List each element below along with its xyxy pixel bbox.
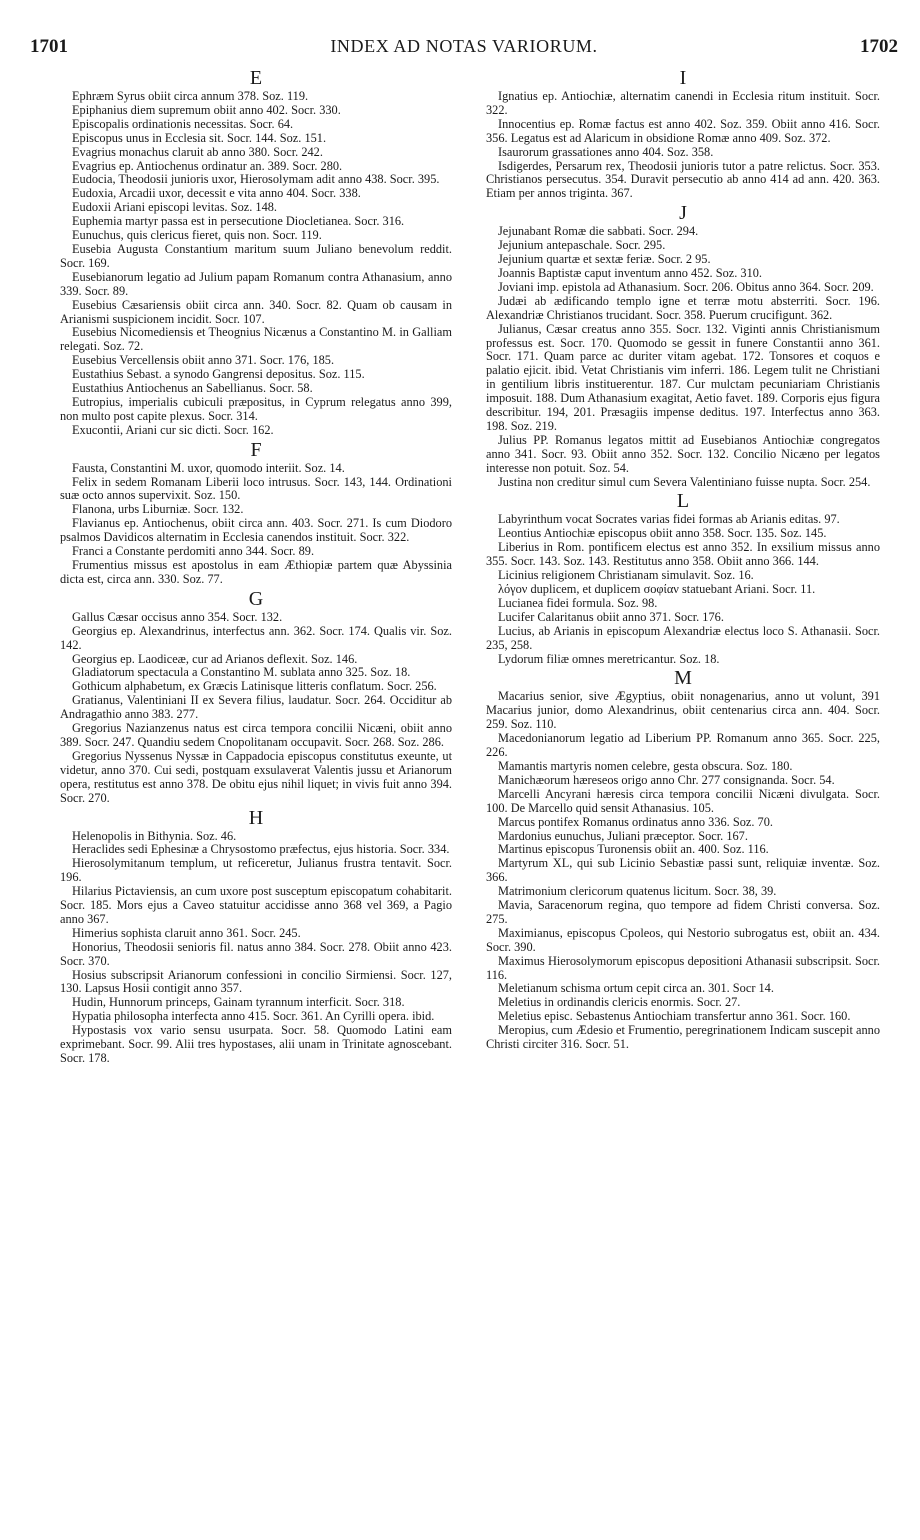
index-entry: Mamantis martyris nomen celebre, gesta obscura. Soz. 180. [498, 758, 793, 773]
index-entry: Macedonianorum legatio ad Liberium PP. Romanum anno 365. Socr. 225, 226. [486, 731, 880, 760]
index-entry: Isdigerdes, Persarum rex, Theodosii junioris tutor a patre relictus. Socr. 353. Christianos persecutus. 354. Duravit persecutio ab anno 414 ad ann. 420. 363. Etiam per annos triginta. 367. [486, 158, 880, 201]
index-entry: Maximus Hierosolymorum episcopus depositioni Athanasii subscripsit. Socr. 116. [486, 953, 880, 982]
index-section-j [486, 201, 880, 489]
index-section-e [60, 66, 452, 438]
index-entry: Episcopus unus in Ecclesia sit. Socr. 144. Soz. 151. [72, 130, 327, 145]
index-entry: Lucifer Calaritanus obiit anno 371. Socr. 176. [498, 609, 724, 624]
index-entry: Matrimonium clericorum quatenus licitum. Socr. 38, 39. [498, 884, 777, 899]
index-entry: Himerius sophista claruit anno 361. Socr. 245. [72, 925, 301, 940]
index-entry: Flavianus ep. Antiochenus, obiit circa ann. 403. Socr. 271. Is cum Diodoro psalmos Davidicos alternatim in Ecclesia canendos instituit. Socr. 322. [60, 516, 452, 545]
index-entry: Liberius in Rom. pontificem electus est anno 352. In exsilium missus anno 355. Socr. 143. Soz. 143. Restitutus anno 358. Obiit anno 366. 144. [486, 540, 880, 569]
index-entry: Gregorius Nyssenus Nyssæ in Cappadocia episcopus constitutus exeunte, ut videtur, anno 370. Cui sedi, postquam exsulaverat Valentis jussu et Arianorum opera, restitutus est anno 378. De obitu ejus nihil liquet; in vivis fuit anno 394. Socr. 270. [60, 748, 452, 805]
section-letter: I [679, 67, 687, 89]
index-entry: Joannis Baptistæ caput inventum anno 452. Soz. 310. [498, 265, 762, 280]
index-entry: Eudoxia, Arcadii uxor, decessit e vita anno 404. Socr. 338. [72, 186, 361, 201]
index-entry: Eusebius Vercellensis obiit anno 371. Socr. 176, 185. [72, 353, 335, 368]
index-entry: Labyrinthum vocat Socrates varias fidei formas ab Arianis editas. 97. [498, 512, 840, 527]
index-entry: Leontius Antiochiæ episcopus obiit anno 358. Socr. 135. Soz. 145. [498, 526, 827, 541]
index-entry: Ephræm Syrus obiit circa annum 378. Soz. 119. [72, 89, 309, 103]
index-entry: Maximianus, episcopus Cpoleos, qui Nestorio subrogatus est, obiit an. 434. Socr. 390. [486, 925, 880, 954]
index-entry: Mardonius eunuchus, Juliani præceptor. Socr. 167. [498, 828, 748, 843]
right-index-column [486, 66, 880, 1052]
index-entry: Honorius, Theodosii senioris fil. natus anno 384. Socr. 278. Obiit anno 423. Socr. 370. [60, 939, 452, 968]
index-entry: Eutropius, imperialis cubiculi præpositus, in Cyprum relegatus anno 399, non multo post capite plexus. Socr. 314. [60, 394, 452, 423]
index-entry: Hypatia philosopha interfecta anno 415. Socr. 361. An Cyrilli opera. ibid. [72, 1009, 435, 1024]
index-section-m [486, 666, 880, 1052]
section-letter: J [679, 202, 687, 225]
left-index-column [60, 66, 452, 1066]
index-entry: Eudoxii Ariani episcopi levitas. Soz. 148. [72, 200, 278, 215]
index-entry: Evagrius ep. Antiochenus ordinatur an. 389. Socr. 280. [72, 158, 343, 173]
index-entry: Flanona, urbs Liburniæ. Socr. 132. [72, 502, 244, 517]
section-letter: L [676, 490, 690, 513]
index-entry: Julius PP. Romanus legatos mittit ad Eusebianos Antiochiæ congregatos anno 341. Socr. 93. Obiit anno 352. Socr. 132. Concilio Nicæno per legatos interesse non potuit. Soz. 54. [486, 432, 880, 475]
index-entry: Meropius, cum Ædesio et Frumentio, peregrinationem Indicam suscepit anno Christi circiter 316. Socr. 51. [486, 1023, 880, 1052]
index-section-l [486, 489, 880, 666]
index-entry: Episcopalis ordinationis necessitas. Socr. 64. [72, 116, 294, 131]
index-entry: Julianus, Cæsar creatus anno 355. Socr. 132. Viginti annis Christianismum professus est. Socr. 170. Quomodo se gessit in funere Constantii anno 361. Socr. 171. Quam parce ac duriter vitam agebat. 172. Tonsores et coquos e palatio ejicit. ibid. Vetat Christianis vim inferri. 186. Legem tulit ne Christiani in gentilium libris instituerentur. 187. Cur mulctam pecuniariam Christianis imposuit. 188. Dum Athanasium exagitat, Aetio favet. 189. Corporis ejus figura describitur. 194, 201. Præsagiis impense deditus. 197. Interfectus anno 363. 198. Soz. 219. [486, 321, 880, 433]
index-entry: Justina non creditur simul cum Severa Valentiniano fuisse nupta. Socr. 254. [498, 474, 871, 489]
index-entry: Judæi ab ædificando templo igne et terræ motu absterriti. Socr. 196. Alexandriæ Christianos trucidant. Socr. 358. Puerum crucifigunt. 362. [486, 293, 880, 322]
index-entry: Helenopolis in Bithynia. Soz. 46. [72, 828, 237, 843]
index-entry: Eustathius Sebast. a synodo Gangrensi depositus. Soz. 115. [72, 367, 365, 382]
section-letter: G [248, 587, 264, 610]
index-entry: Mavia, Saracenorum regina, quo tempore ad fidem Christi conversa. Soz. 275. [486, 898, 880, 926]
index-entry: Euphemia martyr passa est in persecutione Diocletianea. Socr. 316. [72, 214, 405, 229]
right-column-number: 1702 [860, 36, 898, 57]
index-entry: Meletius episc. Sebastenus Antiochiam transfertur anno 361. Socr. 160. [498, 1009, 851, 1024]
index-entry: Martinus episcopus Turonensis obiit an. 400. Soz. 116. [498, 842, 769, 857]
index-entry: Meletius in ordinandis clericis enormis. Socr. 27. [498, 995, 741, 1010]
index-entry: Eusebia Augusta Constantium maritum suum Juliano benevolum reddit. Socr. 169. [60, 241, 452, 270]
index-entry: Eunuchus, quis clericus fieret, quis non. Socr. 119. [72, 228, 322, 243]
index-entry: Innocentius ep. Romæ factus est anno 402. Soz. 359. Obiit anno 416. Socr. 356. Legatus est ad Alaricum in obsidione Romæ anno 409. Soz. 372. [486, 116, 880, 145]
index-entry: Jejunium antepaschale. Socr. 295. [498, 238, 666, 253]
index-entry: Gratianus, Valentiniani II ex Severa filius, laudatur. Socr. 264. Occiditur ab Andragathio anno 383. 277. [60, 693, 452, 722]
index-section-g [60, 587, 452, 806]
index-entry: Isaurorum grassationes anno 404. Soz. 358. [498, 144, 714, 159]
index-entry: Frumentius missus est apostolus in eam Æthiopiæ partem quæ Abyssinia dicta est, circa ann. 330. Soz. 77. [60, 558, 452, 586]
running-title: INDEX AD NOTAS VARIORUM. [330, 36, 598, 56]
page-header [30, 36, 898, 58]
index-section-f [60, 438, 452, 587]
index-entry: Martyrum XL, qui sub Licinio Sebastiæ passi sunt, reliquiæ inventæ. Soz. 366. [486, 856, 880, 885]
index-entry: Hosius subscripsit Arianorum confessioni in concilio Sirmiensi. Socr. 127, 130. Lapsus Hosii contigit anno 357. [60, 967, 452, 996]
index-entry: Georgius ep. Laodiceæ, cur ad Arianos deflexit. Soz. 146. [72, 651, 358, 666]
index-entry: Hierosolymitanum templum, ut reficeretur, Julianus frustra tentavit. Socr. 196. [60, 856, 452, 885]
index-entry: λόγον duplicem, et duplicem σοφίαν statuebant Ariani. Socr. 11. [498, 582, 816, 596]
index-entry: Felix in sedem Romanam Liberii loco intrusus. Socr. 143, 144. Ordinationi suæ octo annos supervixit. Soz. 150. [60, 474, 452, 503]
index-entry: Hudin, Hunnorum princeps, Gainam tyrannum interficit. Socr. 318. [72, 995, 405, 1010]
index-entry: Epiphanius diem supremum obiit anno 402. Socr. 330. [72, 102, 341, 117]
index-entry: Exucontii, Ariani cur sic dicti. Socr. 162. [72, 422, 274, 437]
index-entry: Joviani imp. epistola ad Athanasium. Socr. 206. Obitus anno 364. Socr. 209. [498, 279, 874, 294]
index-entry: Lucianea fidei formula. Soz. 98. [498, 595, 658, 610]
section-letter: H [248, 806, 264, 829]
index-entry: Gothicum alphabetum, ex Græcis Latinisque litteris conflatum. Socr. 256. [72, 679, 437, 694]
index-entry: Ignatius ep. Antiochiæ, alternatim canendi in Ecclesia ritum instituit. Socr. 322. [486, 89, 880, 117]
index-entry: Jejunium quartæ et sextæ feriæ. Socr. 2 95. [498, 252, 711, 267]
section-letter: F [250, 438, 262, 461]
index-entry: Evagrius monachus claruit ab anno 380. Socr. 242. [72, 144, 323, 159]
index-section-h [60, 806, 452, 1066]
section-letter: M [674, 667, 692, 690]
index-section-i [486, 66, 880, 201]
index-entry: Gallus Cæsar occisus anno 354. Socr. 132. [72, 609, 283, 624]
index-entry: Meletianum schisma ortum cepit circa an. 301. Socr 14. [498, 981, 774, 996]
index-entry: Gladiatorum spectacula a Constantino M. sublata anno 325. Soz. 18. [72, 665, 411, 680]
index-entry: Fausta, Constantini M. uxor, quomodo interiit. Soz. 14. [72, 460, 345, 475]
index-entry: Licinius religionem Christianam simulavit. Soz. 16. [498, 568, 754, 583]
index-entry: Gregorius Nazianzenus natus est circa tempora concilii Nicæni, obiit anno 389. Socr. 247. Quandiu sedem Cnopolitanam occupavit. Socr. 268. Soz. 286. [60, 721, 452, 749]
index-entry: Marcelli Ancyrani hæresis circa tempora concilii Nicæni divulgata. Socr. 100. De Marcello quid sensit Athanasius. 105. [486, 786, 880, 815]
index-entry: Jejunabant Romæ die sabbati. Socr. 294. [498, 224, 699, 239]
index-entry: Eusebius Cæsariensis obiit circa ann. 340. Socr. 82. Quam ob causam in Arianismi suspicionem incidit. Socr. 107. [60, 297, 452, 326]
index-entry: Marcus pontifex Romanus ordinatus anno 336. Soz. 70. [498, 814, 773, 829]
index-entry: Eusebianorum legatio ad Julium papam Romanum contra Athanasium, anno 339. Socr. 89. [60, 269, 452, 298]
index-entry: Lydorum filiæ omnes meretricantur. Soz. 18. [498, 651, 720, 666]
index-entry: Franci a Constante perdomiti anno 344. Socr. 89. [72, 544, 315, 559]
index-entry: Manichæorum hæreseos origo anno Chr. 277 consignanda. Socr. 54. [498, 772, 835, 787]
index-entry: Georgius ep. Alexandrinus, interfectus ann. 362. Socr. 174. Qualis vir. Soz. 142. [60, 623, 452, 652]
index-entry: Eusebius Nicomediensis et Theognius Nicænus a Constantino M. in Galliam relegati. Soz. 72. [60, 325, 452, 354]
section-letter: E [249, 67, 263, 89]
index-entry: Hypostasis vox vario sensu usurpata. Socr. 58. Quomodo Latini eam exprimebant. Socr. 99. Alii tres hypostases, alii unam in Trinitate agnoscebant. Socr. 178. [60, 1023, 452, 1065]
index-entry: Heraclides sedi Ephesinæ a Chrysostomo præfectus, ejus historia. Socr. 334. [72, 842, 450, 857]
index-entry: Macarius senior, sive Ægyptius, obiit nonagenarius, anno ut volunt, 391 Macarius junior, domo Alexandrinus, obiit centenarius circa ann. 404. Socr. 259. Soz. 110. [486, 689, 880, 732]
index-entry: Hilarius Pictaviensis, an cum uxore post susceptum episcopatum cohabitarit. Socr. 185. Mors ejus a Caveo statuitur accidisse anno 368 vel 369, a Pagio anno 367. [60, 884, 452, 926]
left-column-number: 1701 [30, 36, 68, 57]
index-entry: Lucius, ab Arianis in episcopum Alexandriæ electus loco S. Athanasii. Socr. 235, 258. [486, 623, 880, 652]
index-entry: Eustathius Antiochenus an Sabellianus. Socr. 58. [72, 381, 313, 396]
index-entry: Eudocia, Theodosii junioris uxor, Hierosolymam adit anno 438. Socr. 395. [72, 172, 440, 187]
